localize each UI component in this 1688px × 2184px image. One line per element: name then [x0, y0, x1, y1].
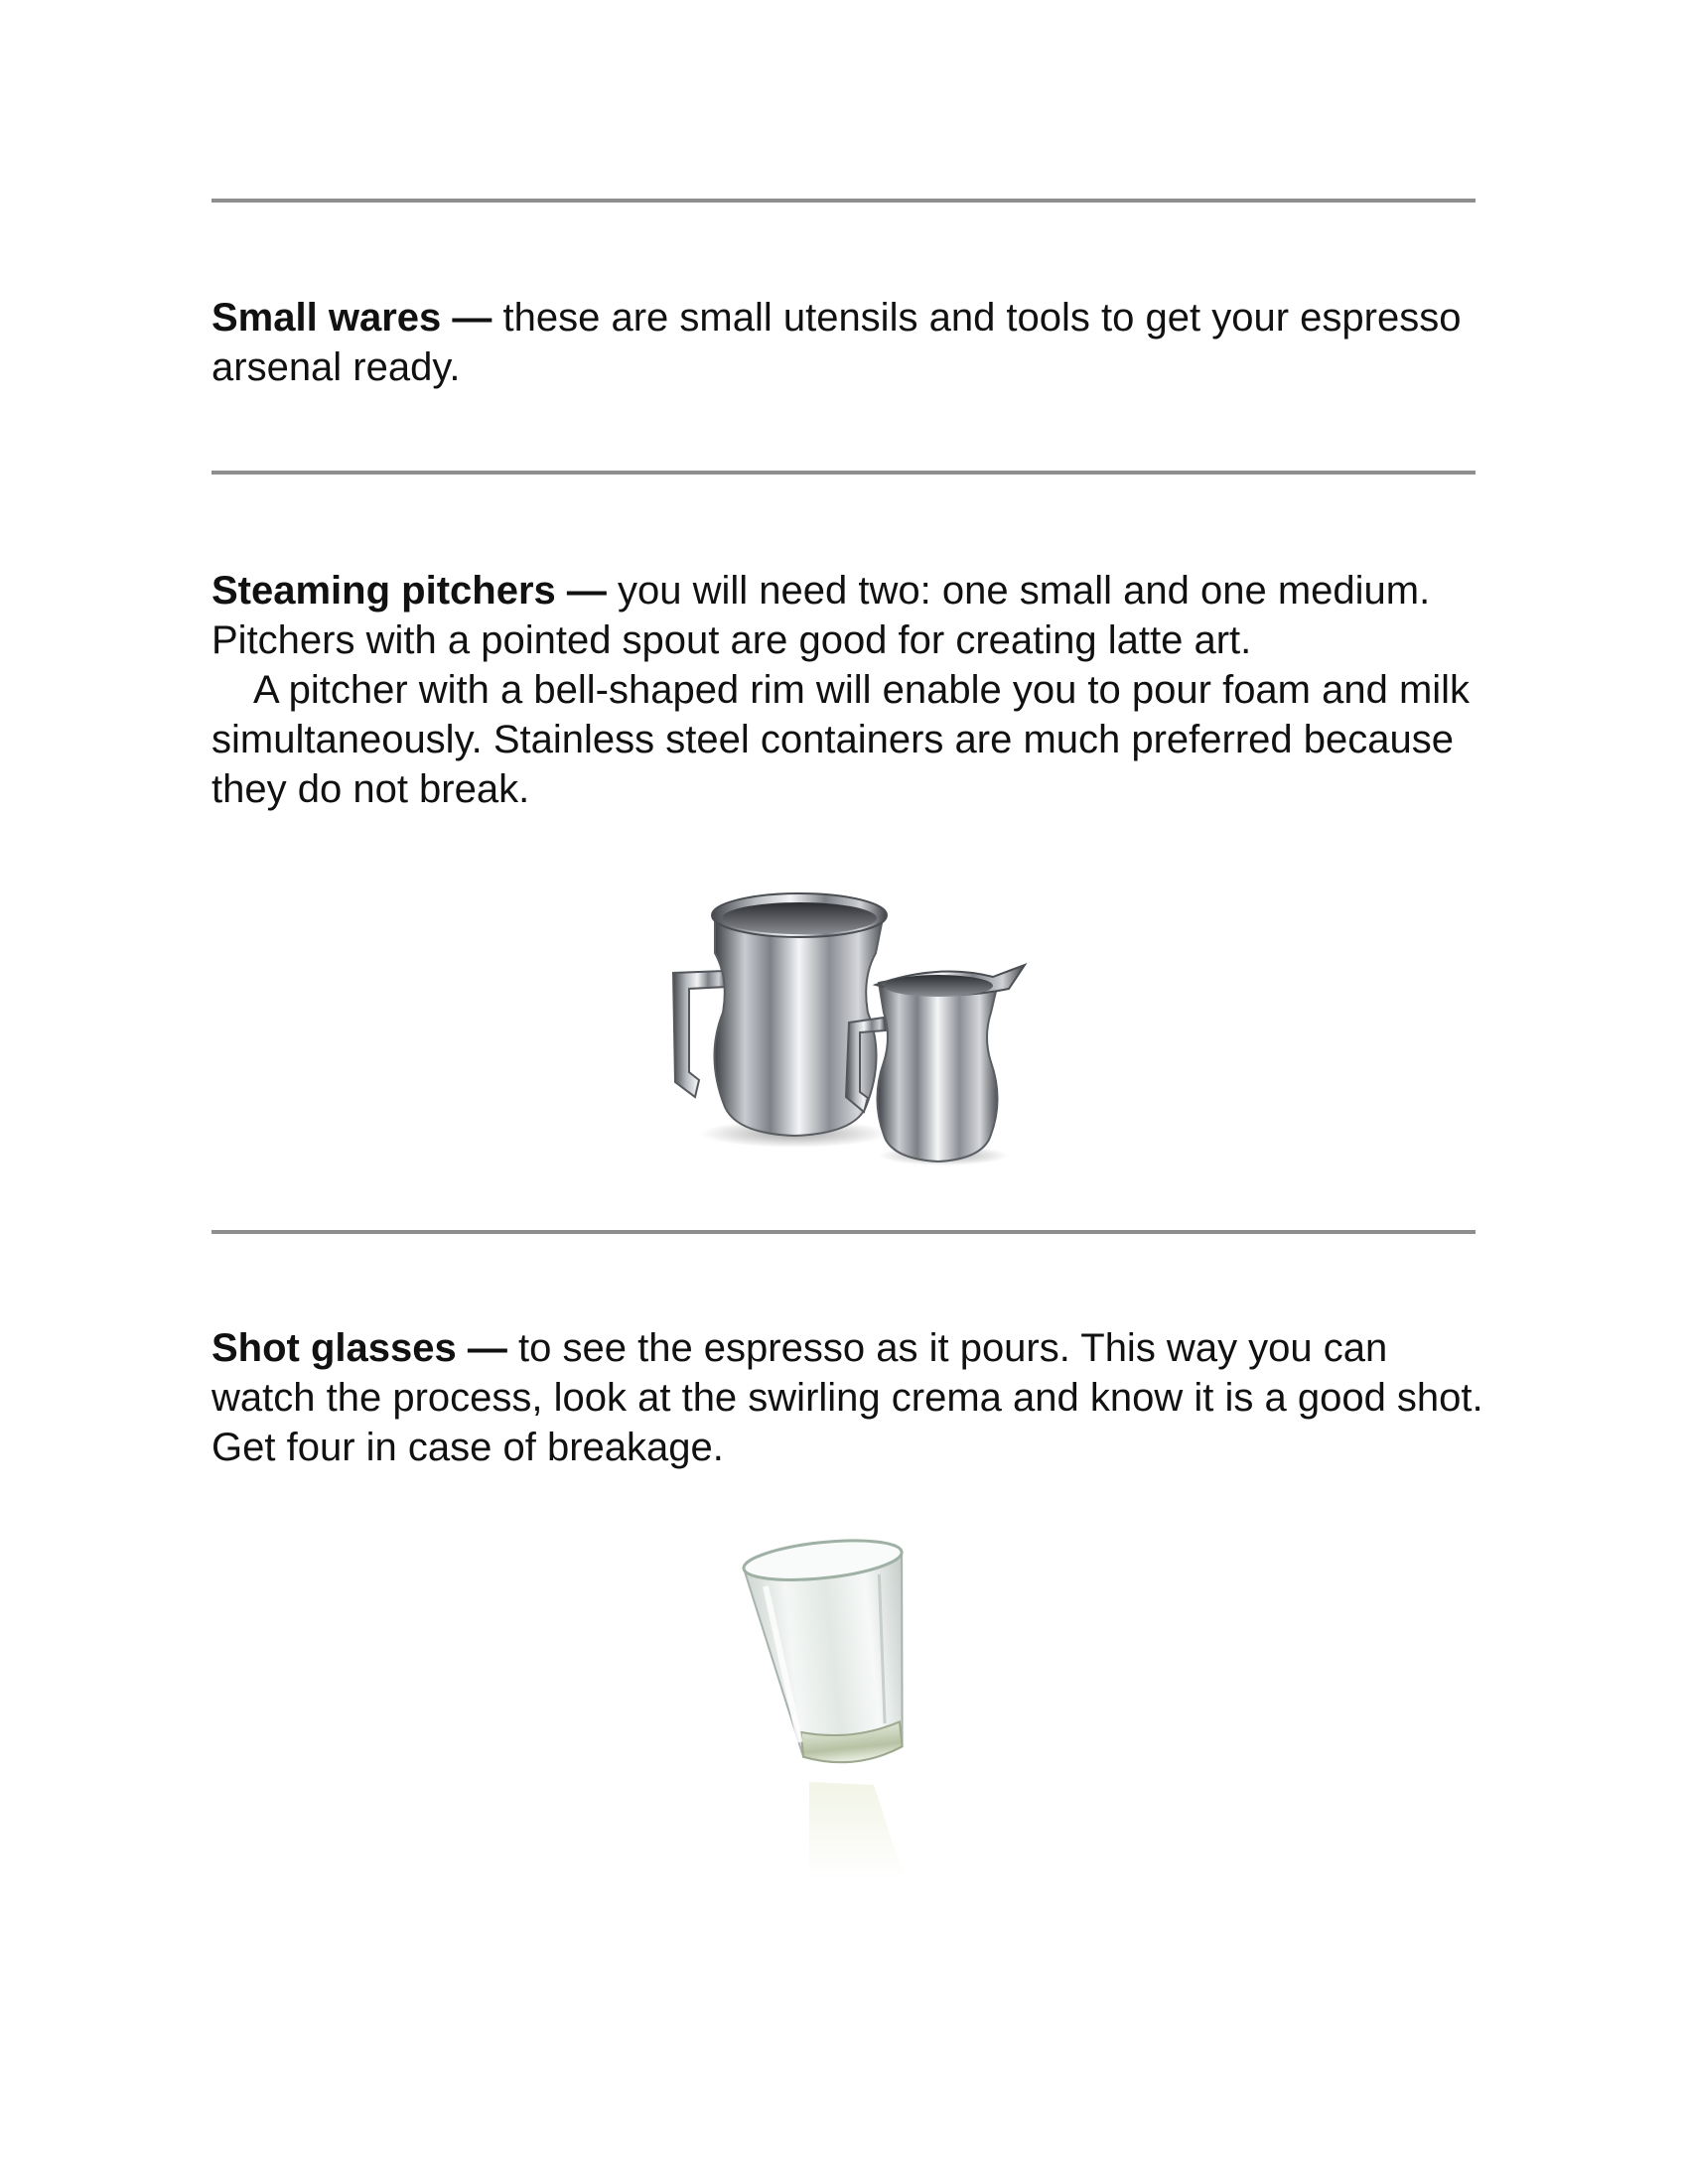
- term-steaming-pitchers: Steaming pitchers —: [211, 569, 607, 613]
- term-shot-glasses: Shot glasses —: [211, 1326, 507, 1370]
- description-steaming-pitchers-2: A pitcher with a bell-shaped rim will enable you to pour foam and milk simultaneously. Stainless steel containers are much preferred because they do not break.: [211, 668, 1471, 811]
- paragraph-small-wares: [211, 293, 1492, 392]
- paragraph-steaming-pitchers: [211, 566, 1492, 814]
- shot-glass-image: [715, 1519, 973, 1886]
- term-small-wares: Small wares —: [211, 296, 492, 340]
- divider-1: [211, 471, 1476, 475]
- divider-top: [211, 199, 1476, 203]
- steaming-pitchers-image: [655, 874, 1033, 1171]
- description-shot-glasses: to see the espresso as it pours. This way you can watch the process, look at the swirling crema and know it is a good shot. Get four in case of breakage.: [211, 1326, 1483, 1469]
- description-steaming-pitchers: you will need two: one small and one medium. Pitchers with a pointed spout are good for creating latte art.: [211, 569, 1431, 662]
- divider-2: [211, 1230, 1476, 1234]
- description-small-wares: these are small utensils and tools to get your espresso arsenal ready.: [211, 296, 1462, 389]
- paragraph-shot-glasses: [211, 1323, 1492, 1472]
